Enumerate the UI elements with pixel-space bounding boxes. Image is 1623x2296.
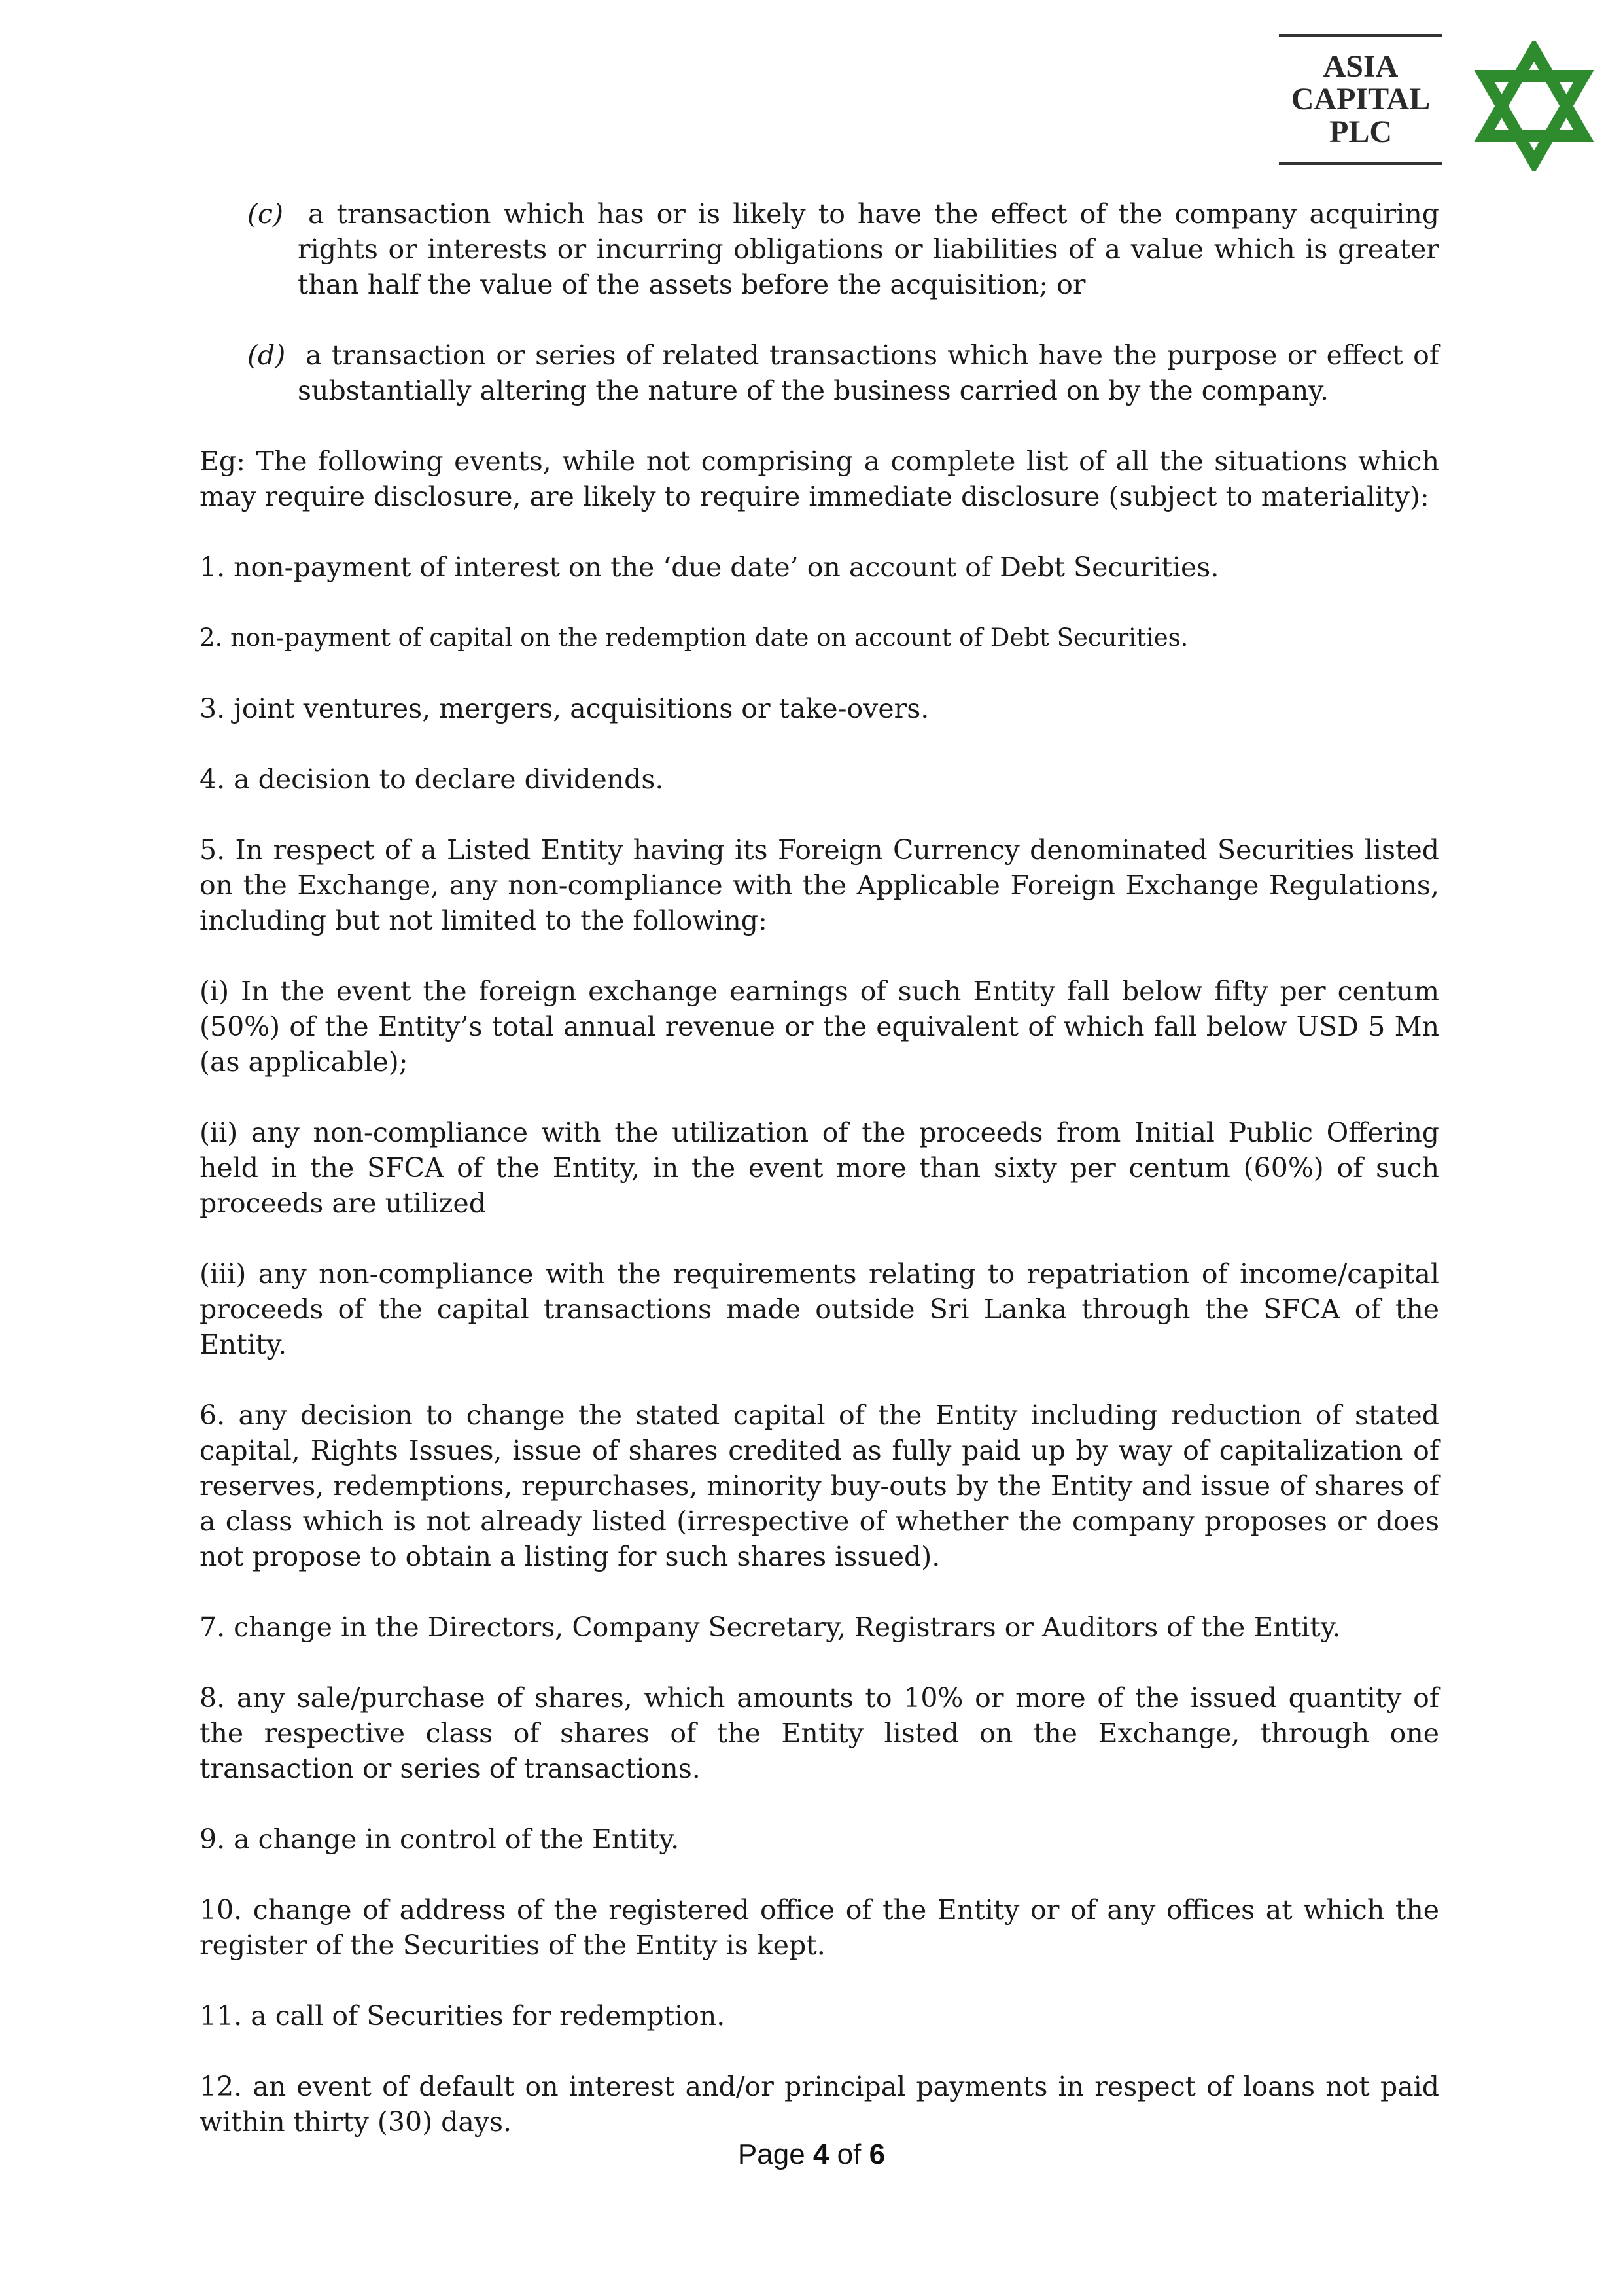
event-11: 11. a call of Securities for redemption. (200, 2000, 725, 2032)
item-c (200, 196, 1439, 302)
event-1: 1. non-payment of interest on the ‘due date’ on account of Debt Securities. (200, 552, 1219, 583)
footer-total-pages: 6 (869, 2138, 886, 2170)
event-5-iii: (iii) any non-compliance with the requirements relating to repatriation of income/capital proceeds of the capital transactions made outside Sri Lanka through the SFCA of the Entity. (200, 1258, 1439, 1360)
logo-line-3: PLC (1329, 115, 1392, 149)
item-d-text: a transaction or series of related transactions which have the purpose or effect of substantially altering the nature of the business carried on by the company. (298, 340, 1439, 406)
event-5-i: (i) In the event the foreign exchange earnings of such Entity fall below fifty per centum (50%) of the Entity’s total annual revenue or the equivalent of which fall below USD 5 Mn (as applicable); (200, 976, 1439, 1078)
event-10: 10. change of address of the registered office of the Entity or of any offices at which the register of the Securities of the Entity is kept. (200, 1894, 1439, 1961)
footer-page-word: Page (737, 2138, 805, 2170)
item-d (200, 338, 1439, 408)
footer-of-word: of (837, 2138, 862, 2170)
item-c-marker: (c) (247, 198, 283, 230)
document-body (200, 196, 1439, 2175)
company-logo (1279, 34, 1599, 171)
event-5: 5. In respect of a Listed Entity having its Foreign Currency denominated Securities listed on the Exchange, any non-compliance with the Applicable Foreign Exchange Regulations, including but not limited to the following: (200, 834, 1439, 936)
intro-paragraph: Eg: The following events, while not comprising a complete list of all the situations which may require disclosure, are likely to require immediate disclosure (subject to materiality): (200, 446, 1439, 512)
event-5-ii: (ii) any non-compliance with the utilization of the proceeds from Initial Public Offering held in the SFCA of the Entity, in the event more than sixty per centum (60%) of such proceeds are utilized (200, 1117, 1439, 1219)
logo-line-2: CAPITAL (1291, 82, 1431, 116)
star-of-david-icon (1469, 41, 1599, 171)
event-6: 6. any decision to change the stated capital of the Entity including reduction of stated capital, Rights Issues, issue of shares credited as fully paid up by way of capitalization of reserves, redemptions, repurchases, minority buy-outs by the Entity and issue of shares of a class which is not already listed (irrespective of whether the company proposes or does not propose to obtain a listing for such shares issued). (200, 1400, 1439, 1572)
event-3: 3. joint ventures, mergers, acquisitions or take-overs. (200, 693, 930, 724)
event-8: 8. any sale/purchase of shares, which amounts to 10% or more of the issued quantity of the respective class of shares of the Entity listed on the Exchange, through one transaction or series of transactions. (200, 1682, 1439, 1784)
logo-line-1: ASIA (1323, 49, 1399, 84)
logo-wordmark (1279, 34, 1442, 165)
item-d-marker: (d) (247, 340, 286, 371)
page-number-footer (0, 2138, 1623, 2171)
event-4: 4. a decision to declare dividends. (200, 764, 664, 795)
event-7: 7. change in the Directors, Company Secretary, Registrars or Auditors of the Entity. (200, 1612, 1341, 1643)
item-c-text: a transaction which has or is likely to have the effect of the company acquiring rights or interests or incurring obligations or liabilities of a value which is greater than half the value of the assets before the acquisition; or (298, 198, 1439, 300)
footer-current-page: 4 (812, 2138, 829, 2170)
event-2: 2. non-payment of capital on the redemption date on account of Debt Securities. (200, 624, 1189, 652)
event-9: 9. a change in control of the Entity. (200, 1824, 680, 1855)
event-12: 12. an event of default on interest and/or principal payments in respect of loans not paid within thirty (30) days. (200, 2071, 1439, 2138)
